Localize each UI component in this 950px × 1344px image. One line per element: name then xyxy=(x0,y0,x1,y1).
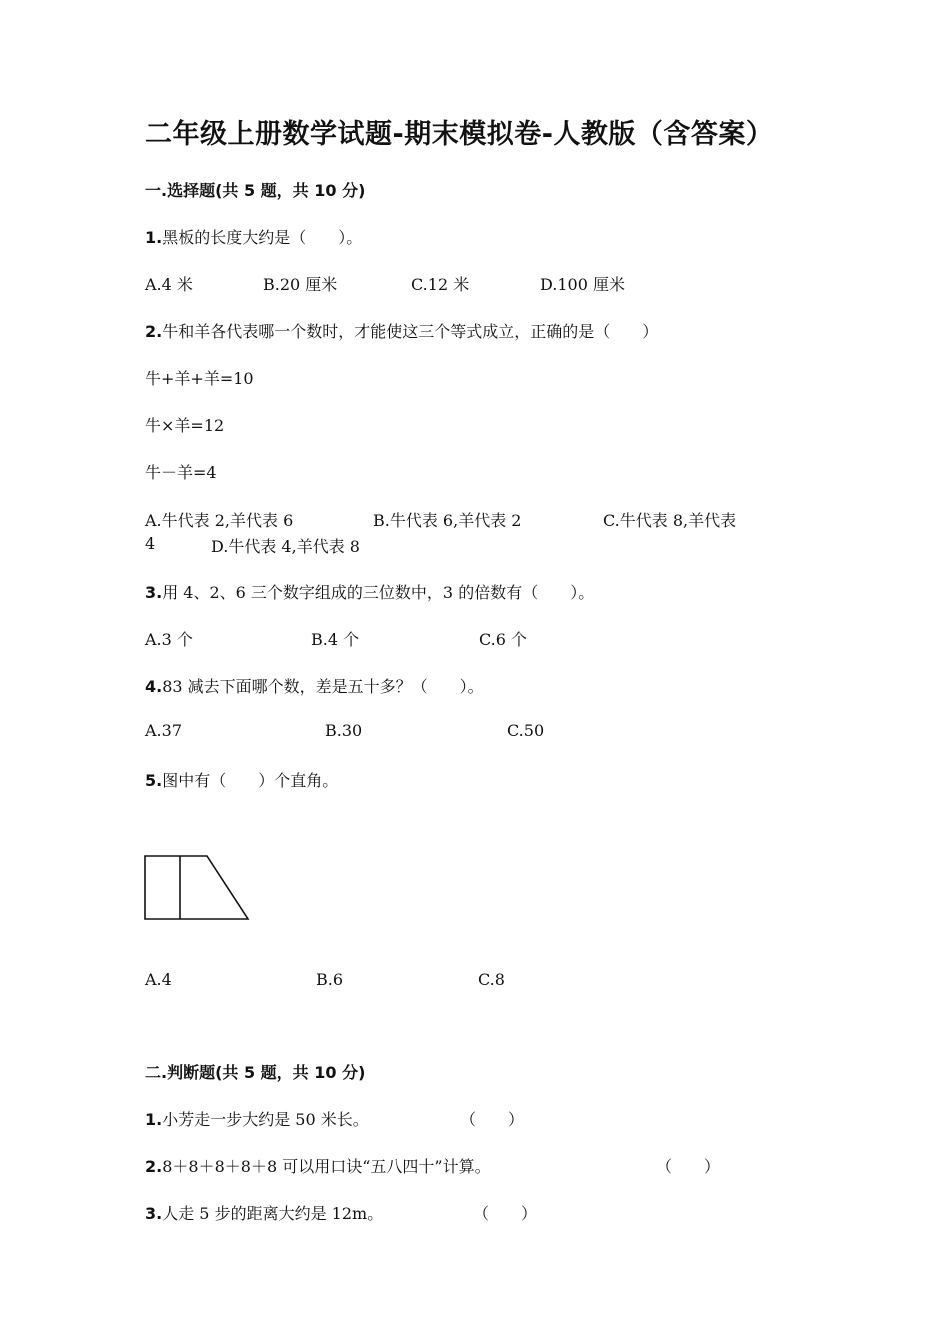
question-2 xyxy=(145,319,658,342)
right-angle-figure xyxy=(142,852,254,924)
section-heading-judgement: 二.判断题(共 5 题，共 10 分) xyxy=(145,1063,366,1082)
question-text: 图中有（ ）个直角。 xyxy=(162,771,339,790)
option-c: C.12 米 xyxy=(411,275,470,294)
option-c: C.牛代表 8,羊代表 xyxy=(603,511,737,530)
equation-1: 牛+羊+羊=10 xyxy=(145,369,254,388)
judgement-3 xyxy=(145,1201,383,1224)
option-a: A.4 xyxy=(145,970,172,989)
question-number: 1. xyxy=(145,1110,163,1129)
option-b: B.牛代表 6,羊代表 2 xyxy=(373,511,522,530)
question-4 xyxy=(145,674,484,697)
judgement-1 xyxy=(145,1107,369,1130)
question-text: 83 减去下面哪个数，差是五十多？（ ）。 xyxy=(162,677,484,696)
question-number: 1. xyxy=(145,228,163,247)
question-number: 4. xyxy=(145,677,163,696)
equation-2: 牛×羊=12 xyxy=(145,416,225,435)
question-number: 5. xyxy=(145,771,163,790)
page-title: 二年级上册数学试题-期末模拟卷-人教版（含答案） xyxy=(145,119,774,150)
question-text: 8＋8＋8＋8＋8 可以用口诀“五八四十”计算。 xyxy=(162,1157,491,1176)
question-number: 3. xyxy=(145,583,163,602)
option-b: B.20 厘米 xyxy=(263,275,338,294)
option-d: D.100 厘米 xyxy=(540,275,625,294)
question-5 xyxy=(145,768,338,791)
question-text: 牛和羊各代表哪一个数时，才能使这三个等式成立，正确的是（ ） xyxy=(162,322,659,341)
answer-parentheses: （ ） xyxy=(460,1110,525,1129)
option-c: C.50 xyxy=(507,721,545,740)
question-text: 人走 5 步的距离大约是 12m。 xyxy=(162,1204,384,1223)
answer-parentheses: （ ） xyxy=(473,1204,538,1223)
question-number: 2. xyxy=(145,322,163,341)
judgement-2 xyxy=(145,1154,491,1177)
option-c: C.6 个 xyxy=(479,630,528,649)
question-text: 用 4、2、6 三个数字组成的三位数中，3 的倍数有（ ）。 xyxy=(162,583,595,602)
trapezoid-outline xyxy=(145,856,248,919)
option-c: C.8 xyxy=(478,970,505,989)
question-1 xyxy=(145,225,362,248)
equation-3: 牛－羊=4 xyxy=(145,463,217,482)
option-a: A.3 个 xyxy=(145,630,193,649)
option-b: B.4 个 xyxy=(311,630,360,649)
answer-parentheses: （ ） xyxy=(656,1157,721,1176)
question-number: 2. xyxy=(145,1157,163,1176)
question-text: 黑板的长度大约是（ ）。 xyxy=(162,228,363,247)
question-3 xyxy=(145,580,594,603)
option-c-continued: 4 xyxy=(145,534,156,553)
option-b: B.30 xyxy=(325,721,363,740)
option-a: A.牛代表 2,羊代表 6 xyxy=(145,511,294,530)
section-heading-choice: 一.选择题(共 5 题，共 10 分) xyxy=(145,181,366,200)
option-a: A.4 米 xyxy=(145,275,193,294)
question-text: 小芳走一步大约是 50 米长。 xyxy=(162,1110,369,1129)
option-a: A.37 xyxy=(145,721,182,740)
option-d: D.牛代表 4,羊代表 8 xyxy=(211,537,360,556)
option-b: B.6 xyxy=(316,970,344,989)
question-number: 3. xyxy=(145,1204,163,1223)
